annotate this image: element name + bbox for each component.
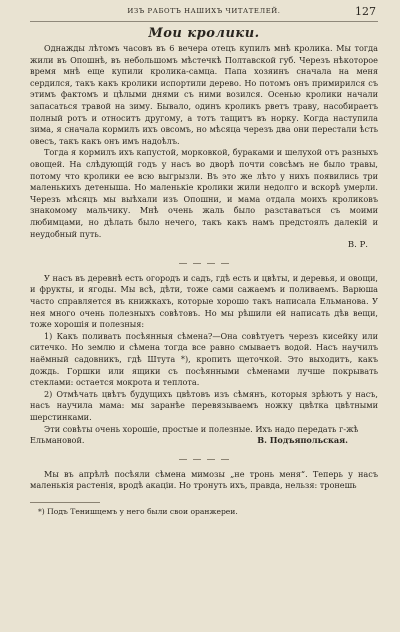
story2-signature: В. Подъяпольская. [257, 435, 348, 446]
story1-signature: В. Р. [347, 240, 368, 251]
story2-signature-prefix: Ельмановой. [30, 435, 85, 446]
story2-paragraph-1: У насъ въ деревнѣ есть огородъ и садъ, гдѣ есть и цвѣты, и деревья, и овощи, и фрукты, и ягоды. Мы всѣ, дѣти, тоже сами сажаемъ и поливаемъ. Варюша часто справляется въ книжкахъ, которые хорошо такъ написала Ельманова. У нея много очень полезныхъ совѣтовъ. Но мы рѣшили ей написать дѣв вещи, тоже хорошія и полезныя: [30, 272, 378, 330]
separator-dash [193, 263, 201, 264]
story1-paragraph-2: Тогда я кормилъ ихъ капустой, морковкой, бураками и шелухой отъ разныхъ овощей. На слѣдующій годъ у насъ во дворѣ почти совсѣмъ не было травы, потому что кролики ее всю выгрызли. Въ это же лѣто у нихъ появились три маленькихъ детеныша. Но маленькіе кролики жили недолго и вскорѣ умерли. Черезъ мѣсяцъ мы выѣхали изъ Опошни, и мама отдала моихъ кроликовъ знакомому мальчику. Мнѣ очень жаль было разставаться съ моими любимцами, но дѣлать было нечего, такъ какъ намъ предстоялъ далекій и неудобный путь. [30, 147, 378, 239]
separator-dash [207, 459, 215, 460]
story2-paragraph-2: 1) Какъ поливать посѣянныя сѣмена?—Она совѣтуетъ черезъ кисейку или ситечко. Но землю и сѣмена тогда все равно смываетъ водой. Насъ научилъ наёмный садовникъ, гдѣ Штута *), кропить щеточкой. Это выходитъ, какъ дождь. Горшки или ящики съ посѣянными сѣменами лучше покрывать стеклами: остается мокрота и теплота. [30, 330, 378, 388]
article-title: Мои кролики. [148, 26, 260, 41]
separator-dash [221, 263, 229, 264]
separator-dash [193, 459, 201, 460]
running-head [30, 7, 378, 22]
story2-paragraph-4: Эти совѣты очень хорошіе, простые и полезные. Ихъ надо передать г-жѣ [44, 423, 359, 434]
separator-dash [221, 459, 229, 460]
section-separator [30, 263, 378, 264]
story3-paragraph: Мы въ апрѣлѣ посѣяли сѣмена мимозы „не тронь меня“. Теперь у насъ маленькія растенія, вродѣ акаціи. Но тронуть ихъ, правда, нельзя: тронешь [30, 468, 378, 491]
story1-paragraph-1: Однажды лѣтомъ часовъ въ 6 вечера отецъ купилъ мнѣ кролика. Мы тогда жили въ Опошнѣ, въ небольшомъ мѣстечкѣ Полтавской губ. Черезъ нѣкоторое время мнѣ еще купили кролика-самца. Папа хозяинъ сначала на меня сердился, такъ какъ кролики испортили дерево. Но потомъ онъ примирился съ этимъ фактомъ и цѣлыми днями съ ними возился. Осенью кролики начали запасаться травой на зиму. Бывало, одинъ кроликъ рветъ траву, насобираетъ полный ротъ и относитъ другому, а тотъ тащитъ въ норку. Когда наступила зима, я сначала кормилъ ихъ овсомъ, но мѣсяца черезъ два они перестали ѣсть овесъ, такъ какъ онъ имъ надоѣлъ. [30, 43, 378, 146]
page-number: 127 [355, 5, 376, 18]
separator-dash [179, 263, 187, 264]
separator-dash [207, 263, 215, 264]
section-separator [30, 459, 378, 460]
footnote: *) Подъ Тенишцемъ у него были свои оранжереи. [38, 506, 238, 516]
separator-dash [179, 459, 187, 460]
running-head-title: ИЗЪ РАБОТЪ НАШИХЪ ЧИТАТЕЛЕЙ. [127, 7, 281, 15]
footnote-rule [30, 502, 100, 503]
story2-paragraph-3: 2) Отмѣчать цвѣтъ будущихъ цвѣтовъ изъ сѣмянъ, которыя зрѣютъ у насъ, насъ научила мама: мы заранѣе перевязываемъ ножку цвѣтка цвѣтными шерстинками. [30, 388, 378, 423]
story2-signature-line [30, 435, 378, 447]
